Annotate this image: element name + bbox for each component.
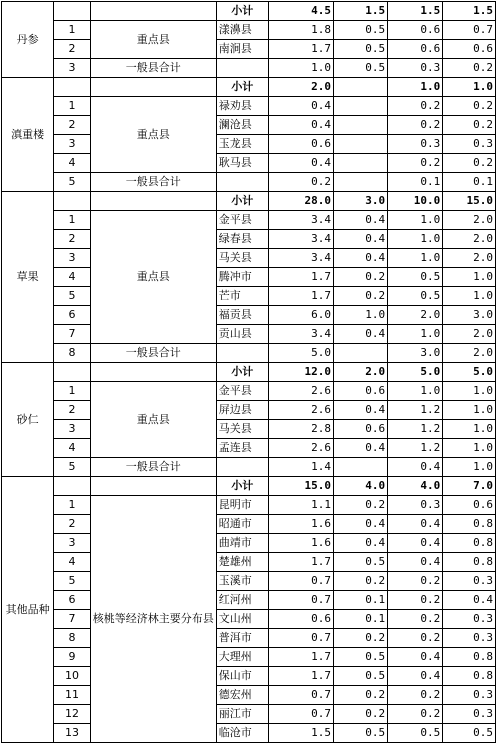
county-name: 昭通市	[216, 515, 268, 534]
planting-table	[1, 1, 496, 743]
value-cell: 4.5	[268, 2, 333, 21]
value-cell: 1.0	[388, 78, 443, 97]
value-cell	[334, 97, 388, 116]
value-cell: 0.4	[334, 211, 388, 230]
value-cell: 1.6	[268, 534, 333, 553]
crop-name: 滇重楼	[2, 78, 54, 192]
value-cell: 1.0	[443, 401, 496, 420]
value-cell: 4.0	[388, 477, 443, 496]
value-cell: 0.6	[334, 420, 388, 439]
county-name: 曲靖市	[216, 534, 268, 553]
table-row	[2, 211, 496, 230]
value-cell: 1.2	[388, 439, 443, 458]
county-type-empty	[90, 2, 216, 21]
county-name: 普洱市	[216, 629, 268, 648]
table-body	[2, 2, 496, 743]
county-name: 马关县	[216, 420, 268, 439]
table-row	[2, 382, 496, 401]
county-type: 重点县	[90, 211, 216, 344]
general-total-row	[2, 458, 496, 477]
value-cell: 1.2	[388, 420, 443, 439]
value-cell: 0.7	[268, 572, 333, 591]
value-cell: 0.7	[268, 686, 333, 705]
row-number: 7	[54, 610, 90, 629]
value-cell: 1.2	[388, 401, 443, 420]
value-cell: 0.3	[443, 610, 496, 629]
crop-name: 草果	[2, 192, 54, 363]
value-cell: 1.0	[443, 268, 496, 287]
county-name: 澜沧县	[216, 116, 268, 135]
value-cell: 0.7	[268, 629, 333, 648]
county-name: 南涧县	[216, 40, 268, 59]
county-name: 保山市	[216, 667, 268, 686]
subtotal-row	[2, 363, 496, 382]
row-number: 5	[54, 173, 90, 192]
subtotal-label: 小计	[216, 477, 268, 496]
table-row	[2, 230, 496, 249]
value-cell: 0.2	[268, 173, 333, 192]
row-number-empty	[54, 192, 90, 211]
general-total-label: 一般县合计	[90, 59, 216, 78]
value-cell: 0.2	[388, 629, 443, 648]
county-type: 核桃等经济林主要分布县	[90, 496, 216, 743]
value-cell: 0.3	[443, 572, 496, 591]
value-cell: 0.4	[388, 648, 443, 667]
value-cell	[334, 154, 388, 173]
value-cell: 3.0	[388, 344, 443, 363]
general-total-row	[2, 344, 496, 363]
value-cell: 0.2	[388, 154, 443, 173]
general-total-label: 一般县合计	[90, 173, 216, 192]
value-cell: 0.5	[388, 287, 443, 306]
row-number: 4	[54, 439, 90, 458]
county-name: 孟连县	[216, 439, 268, 458]
value-cell: 1.0	[443, 420, 496, 439]
row-number: 4	[54, 268, 90, 287]
table-row	[2, 610, 496, 629]
value-cell: 0.3	[443, 629, 496, 648]
county-type-empty	[90, 192, 216, 211]
subtotal-label: 小计	[216, 2, 268, 21]
value-cell: 7.0	[443, 477, 496, 496]
subtotal-row	[2, 2, 496, 21]
value-cell: 0.8	[443, 553, 496, 572]
value-cell: 4.0	[334, 477, 388, 496]
value-cell: 0.4	[334, 534, 388, 553]
row-number: 10	[54, 667, 90, 686]
county-name: 绿春县	[216, 230, 268, 249]
value-cell: 1.0	[388, 230, 443, 249]
value-cell: 0.4	[334, 249, 388, 268]
county-name: 金平县	[216, 382, 268, 401]
value-cell: 0.6	[268, 610, 333, 629]
value-cell: 0.4	[268, 116, 333, 135]
table-row	[2, 439, 496, 458]
value-cell: 2.0	[268, 78, 333, 97]
value-cell: 0.2	[388, 610, 443, 629]
county-name: 芒市	[216, 287, 268, 306]
row-number: 2	[54, 230, 90, 249]
county-name: 耿马县	[216, 154, 268, 173]
value-cell	[334, 78, 388, 97]
value-cell	[334, 135, 388, 154]
row-number: 4	[54, 553, 90, 572]
table-row	[2, 629, 496, 648]
row-number: 2	[54, 116, 90, 135]
value-cell: 1.0	[388, 382, 443, 401]
row-number: 1	[54, 97, 90, 116]
value-cell: 3.0	[334, 192, 388, 211]
crop-name: 砂仁	[2, 363, 54, 477]
value-cell: 0.7	[268, 705, 333, 724]
value-cell: 0.4	[443, 591, 496, 610]
value-cell: 0.2	[388, 705, 443, 724]
value-cell: 0.5	[388, 724, 443, 743]
table-row	[2, 287, 496, 306]
value-cell: 0.4	[334, 325, 388, 344]
subtotal-row	[2, 78, 496, 97]
value-cell: 2.0	[443, 211, 496, 230]
value-cell: 2.6	[268, 401, 333, 420]
county-name: 禄劝县	[216, 97, 268, 116]
value-cell	[334, 344, 388, 363]
value-cell: 0.1	[443, 173, 496, 192]
value-cell: 1.0	[443, 78, 496, 97]
value-cell: 0.5	[334, 553, 388, 572]
value-cell: 0.2	[443, 116, 496, 135]
value-cell: 0.3	[443, 705, 496, 724]
value-cell: 3.0	[443, 306, 496, 325]
value-cell: 0.4	[268, 154, 333, 173]
county-name-empty	[216, 458, 268, 477]
value-cell: 2.0	[443, 230, 496, 249]
value-cell: 1.7	[268, 287, 333, 306]
value-cell: 0.4	[388, 667, 443, 686]
value-cell: 1.0	[443, 439, 496, 458]
county-name: 腾冲市	[216, 268, 268, 287]
value-cell: 0.8	[443, 534, 496, 553]
value-cell: 0.4	[388, 553, 443, 572]
row-number: 3	[54, 135, 90, 154]
county-name: 漾濞县	[216, 21, 268, 40]
value-cell: 0.3	[443, 135, 496, 154]
value-cell: 0.4	[334, 439, 388, 458]
row-number: 5	[54, 458, 90, 477]
county-name: 昆明市	[216, 496, 268, 515]
value-cell: 1.7	[268, 667, 333, 686]
table-row	[2, 135, 496, 154]
general-total-row	[2, 173, 496, 192]
row-number: 1	[54, 21, 90, 40]
value-cell: 0.5	[443, 724, 496, 743]
value-cell: 2.0	[334, 363, 388, 382]
value-cell: 0.2	[443, 154, 496, 173]
value-cell: 3.4	[268, 211, 333, 230]
subtotal-label: 小计	[216, 192, 268, 211]
value-cell: 0.2	[388, 686, 443, 705]
value-cell: 0.2	[388, 97, 443, 116]
row-number: 4	[54, 154, 90, 173]
value-cell: 0.2	[443, 59, 496, 78]
table-row	[2, 401, 496, 420]
row-number: 3	[54, 249, 90, 268]
value-cell: 0.5	[388, 268, 443, 287]
county-name: 丽江市	[216, 705, 268, 724]
value-cell: 0.4	[388, 458, 443, 477]
county-type: 重点县	[90, 21, 216, 59]
row-number: 2	[54, 515, 90, 534]
value-cell: 0.2	[388, 591, 443, 610]
county-name: 大理州	[216, 648, 268, 667]
value-cell: 0.3	[388, 59, 443, 78]
value-cell: 3.4	[268, 325, 333, 344]
value-cell: 0.5	[334, 667, 388, 686]
table-row	[2, 268, 496, 287]
row-number-empty	[54, 363, 90, 382]
value-cell: 5.0	[443, 363, 496, 382]
row-number: 3	[54, 420, 90, 439]
value-cell: 28.0	[268, 192, 333, 211]
row-number: 9	[54, 648, 90, 667]
value-cell: 0.6	[388, 21, 443, 40]
value-cell: 1.8	[268, 21, 333, 40]
value-cell: 0.6	[268, 135, 333, 154]
value-cell: 0.2	[388, 116, 443, 135]
county-name: 德宏州	[216, 686, 268, 705]
row-number: 13	[54, 724, 90, 743]
table-row	[2, 21, 496, 40]
value-cell: 0.2	[334, 287, 388, 306]
value-cell: 15.0	[443, 192, 496, 211]
value-cell: 0.6	[443, 496, 496, 515]
row-number: 2	[54, 401, 90, 420]
county-type-empty	[90, 78, 216, 97]
county-name: 贡山县	[216, 325, 268, 344]
row-number: 3	[54, 59, 90, 78]
value-cell: 0.3	[388, 135, 443, 154]
value-cell: 5.0	[268, 344, 333, 363]
table-row	[2, 591, 496, 610]
subtotal-row	[2, 477, 496, 496]
value-cell	[334, 173, 388, 192]
value-cell: 3.4	[268, 249, 333, 268]
county-name: 红河州	[216, 591, 268, 610]
value-cell	[334, 458, 388, 477]
county-type-empty	[90, 363, 216, 382]
table-row	[2, 306, 496, 325]
county-name: 文山州	[216, 610, 268, 629]
table-row	[2, 40, 496, 59]
value-cell: 1.0	[443, 458, 496, 477]
value-cell: 0.7	[443, 21, 496, 40]
county-name-empty	[216, 344, 268, 363]
table-row	[2, 249, 496, 268]
value-cell: 1.0	[268, 59, 333, 78]
county-name: 马关县	[216, 249, 268, 268]
row-number: 5	[54, 572, 90, 591]
table-row	[2, 116, 496, 135]
county-name: 玉溪市	[216, 572, 268, 591]
table-row	[2, 420, 496, 439]
value-cell: 2.0	[443, 344, 496, 363]
row-number: 8	[54, 344, 90, 363]
value-cell: 2.8	[268, 420, 333, 439]
value-cell: 0.2	[443, 97, 496, 116]
county-name-empty	[216, 173, 268, 192]
value-cell: 12.0	[268, 363, 333, 382]
row-number-empty	[54, 2, 90, 21]
value-cell: 1.1	[268, 496, 333, 515]
value-cell: 1.0	[388, 325, 443, 344]
value-cell: 0.6	[388, 40, 443, 59]
value-cell: 0.5	[334, 40, 388, 59]
value-cell: 0.2	[334, 686, 388, 705]
value-cell: 0.5	[334, 648, 388, 667]
subtotal-label: 小计	[216, 363, 268, 382]
county-name: 金平县	[216, 211, 268, 230]
table-row	[2, 325, 496, 344]
value-cell	[334, 116, 388, 135]
value-cell: 1.0	[334, 306, 388, 325]
county-type: 重点县	[90, 97, 216, 173]
county-name: 玉龙县	[216, 135, 268, 154]
row-number: 7	[54, 325, 90, 344]
value-cell: 0.4	[334, 515, 388, 534]
value-cell: 0.1	[334, 591, 388, 610]
value-cell: 2.6	[268, 439, 333, 458]
value-cell: 0.6	[443, 40, 496, 59]
table-row	[2, 515, 496, 534]
value-cell: 2.0	[443, 325, 496, 344]
table-row	[2, 686, 496, 705]
row-number: 1	[54, 211, 90, 230]
row-number: 3	[54, 534, 90, 553]
value-cell: 15.0	[268, 477, 333, 496]
value-cell: 0.4	[388, 534, 443, 553]
value-cell: 1.5	[334, 2, 388, 21]
value-cell: 0.2	[334, 496, 388, 515]
value-cell: 1.0	[443, 382, 496, 401]
value-cell: 2.6	[268, 382, 333, 401]
value-cell: 0.4	[334, 401, 388, 420]
value-cell: 1.5	[388, 2, 443, 21]
row-number: 2	[54, 40, 90, 59]
value-cell: 1.5	[268, 724, 333, 743]
value-cell: 0.2	[388, 572, 443, 591]
row-number: 5	[54, 287, 90, 306]
county-name-empty	[216, 59, 268, 78]
table-row	[2, 648, 496, 667]
value-cell: 0.4	[334, 230, 388, 249]
value-cell: 0.2	[334, 705, 388, 724]
table-row	[2, 705, 496, 724]
value-cell: 0.5	[334, 724, 388, 743]
value-cell: 0.1	[388, 173, 443, 192]
subtotal-label: 小计	[216, 78, 268, 97]
general-total-row	[2, 59, 496, 78]
table-row	[2, 496, 496, 515]
row-number-empty	[54, 477, 90, 496]
value-cell: 0.2	[334, 268, 388, 287]
value-cell: 1.7	[268, 268, 333, 287]
table-row	[2, 553, 496, 572]
value-cell: 0.6	[334, 382, 388, 401]
row-number: 8	[54, 629, 90, 648]
value-cell: 0.2	[334, 572, 388, 591]
county-name: 福贡县	[216, 306, 268, 325]
value-cell: 3.4	[268, 230, 333, 249]
value-cell: 1.7	[268, 648, 333, 667]
row-number: 1	[54, 496, 90, 515]
crop-name: 丹参	[2, 2, 54, 78]
value-cell: 1.4	[268, 458, 333, 477]
table-row	[2, 667, 496, 686]
value-cell: 5.0	[388, 363, 443, 382]
table-row	[2, 97, 496, 116]
row-number: 1	[54, 382, 90, 401]
value-cell: 0.1	[334, 610, 388, 629]
subtotal-row	[2, 192, 496, 211]
value-cell: 1.0	[388, 211, 443, 230]
value-cell: 0.4	[268, 97, 333, 116]
value-cell: 0.3	[388, 496, 443, 515]
county-name: 楚雄州	[216, 553, 268, 572]
value-cell: 0.4	[388, 515, 443, 534]
crop-name: 其他品种	[2, 477, 54, 743]
table-row	[2, 572, 496, 591]
table-row	[2, 534, 496, 553]
row-number: 11	[54, 686, 90, 705]
value-cell: 0.5	[334, 21, 388, 40]
row-number: 6	[54, 306, 90, 325]
value-cell: 1.0	[388, 249, 443, 268]
value-cell: 1.0	[443, 287, 496, 306]
county-type: 重点县	[90, 382, 216, 458]
value-cell: 0.7	[268, 591, 333, 610]
row-number-empty	[54, 78, 90, 97]
county-name: 临沧市	[216, 724, 268, 743]
value-cell: 0.2	[334, 629, 388, 648]
value-cell: 1.6	[268, 515, 333, 534]
table-row	[2, 724, 496, 743]
general-total-label: 一般县合计	[90, 344, 216, 363]
table-row	[2, 154, 496, 173]
value-cell: 0.8	[443, 667, 496, 686]
value-cell: 1.5	[443, 2, 496, 21]
value-cell: 6.0	[268, 306, 333, 325]
county-type-empty	[90, 477, 216, 496]
value-cell: 0.5	[334, 59, 388, 78]
value-cell: 1.7	[268, 40, 333, 59]
value-cell: 2.0	[388, 306, 443, 325]
row-number: 12	[54, 705, 90, 724]
value-cell: 2.0	[443, 249, 496, 268]
value-cell: 10.0	[388, 192, 443, 211]
row-number: 6	[54, 591, 90, 610]
value-cell: 0.3	[443, 686, 496, 705]
value-cell: 1.7	[268, 553, 333, 572]
general-total-label: 一般县合计	[90, 458, 216, 477]
county-name: 屏边县	[216, 401, 268, 420]
value-cell: 0.8	[443, 515, 496, 534]
value-cell: 0.8	[443, 648, 496, 667]
